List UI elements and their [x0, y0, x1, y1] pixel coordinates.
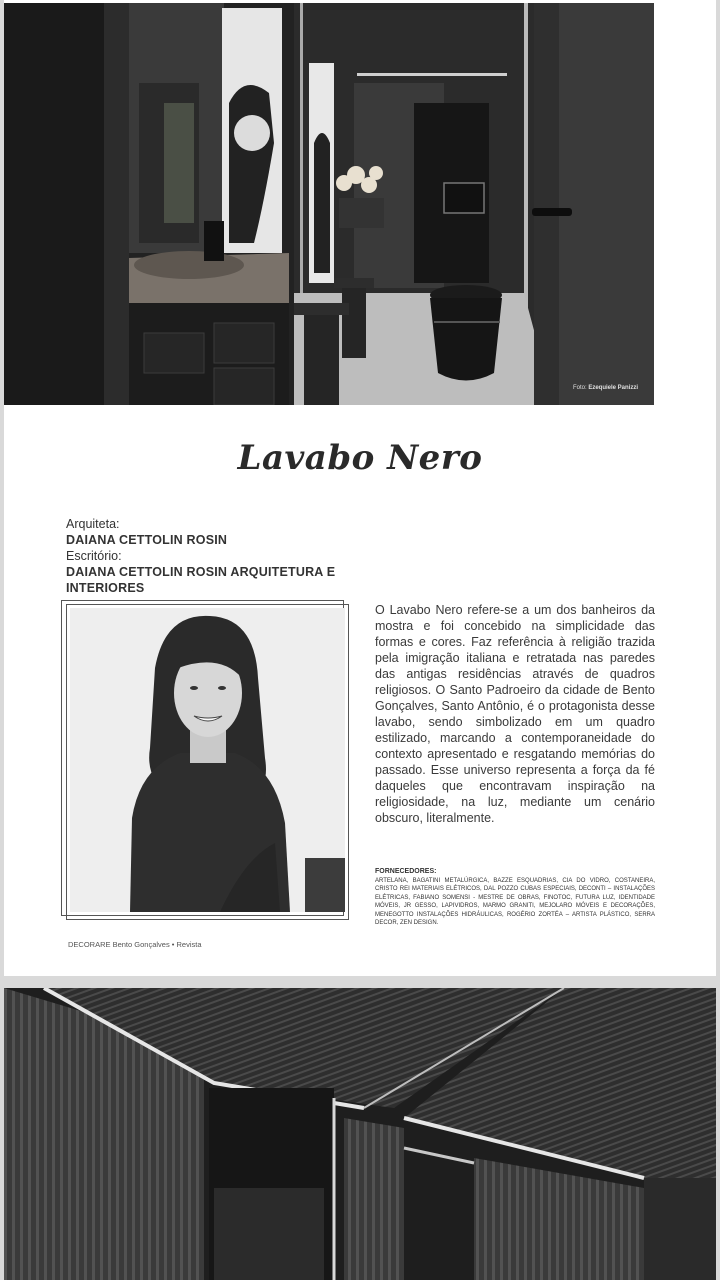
photo-credit	[573, 385, 638, 391]
suppliers-list: ARTELANA, BAGATINI METALÚRGICA, BAZZE ESQUADRIAS, CIA DO VIDRO, COSTANEIRA, CRISTO REI MATERIAIS ELÉTRICOS, DAL POZZO CUBAS ESPECIAIS, DECONTI – INSTALAÇÕES ELÉTRICAS, FABIANO SOMENSI - MESTRE DE OBRAS, FINOTOC, FUTURA LUZ, IDENTIDADE MÓVEIS, JR GESSO, LAPIVIDROS, MARMO GRANITI, MEJOLARO MÓVEIS E DECORAÇÕES, MENEGOTTO INSTALAÇÕES HIDRÁULICAS, ROGÉRIO ZORTÉA – ARTISTA PLÁSTICO, SERRA DECOR, ZEN DESIGN.	[375, 877, 655, 926]
office-name: DAIANA CETTOLIN ROSIN ARQUITETURA E INTERIORES	[66, 565, 336, 595]
bathroom-illustration	[4, 3, 654, 405]
corridor-illustration	[4, 988, 716, 1280]
credits-block	[66, 516, 356, 596]
magazine-page	[4, 0, 716, 976]
hero-photo-bathroom	[4, 3, 654, 405]
corridor-photo	[4, 988, 716, 1280]
office-label: Escritório:	[66, 549, 122, 563]
architect-label: Arquiteta:	[66, 517, 120, 531]
photo-credit-label: Foto:	[572, 385, 587, 391]
photo-credit-name: Ezequiele Panizzi	[588, 385, 638, 391]
architect-name: DAIANA CETTOLIN ROSIN	[66, 533, 228, 547]
suppliers-heading: FORNECEDORES:	[375, 868, 437, 875]
suppliers-block	[375, 868, 655, 928]
page-footer: DECORARE Bento Gonçalves • Revista	[68, 940, 202, 949]
portrait-illustration	[70, 608, 345, 912]
article-body: O Lavabo Nero refere-se a um dos banheiros da mostra e foi concebido na simplicidade das formas e cores. Faz referência à religião trazida pela imigração italiana e retratada nas paredes das antigas residências através de quadros religiosos. O Santo Padroeiro da cidade de Bento Gonçalves, Santo Antônio, é o protagonista desse lavabo, sendo simbolizado em um quadro estilizado, marcando a contemporaneidade do contexto apresentado e resgatando memórias do passado. Esse universo representa a força da fé daqueles que encontravam inspiração na religiosidade, na luz, mediante um cenário obscuro, literalmente.	[375, 603, 655, 825]
article-title: Lavabo Nero	[237, 438, 483, 478]
next-magazine-page	[4, 988, 716, 1280]
architect-portrait-photo	[70, 608, 345, 912]
